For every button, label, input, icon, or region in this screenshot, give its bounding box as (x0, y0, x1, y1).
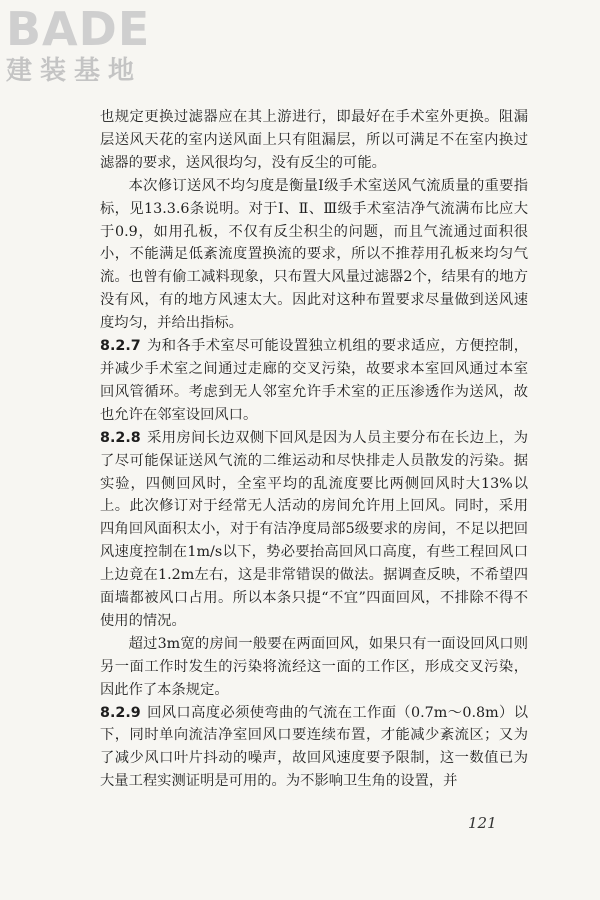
logo-subtitle: 建装基地 (6, 56, 143, 86)
section-8-2-9 (100, 702, 528, 794)
paragraph-width-note (100, 633, 528, 702)
paragraph-text: 回风口高度必须使弯曲的气流在工作面（0.7m～0.8m）以下，同时单向流洁净室回风口要连续布置，才能减少紊流区；又为了减少风口叶片抖动的噪声，故回风速度要予限制，这一数值已为大量工程实测证明是可用的。为不影响卫生角的设置，并 (100, 704, 528, 790)
paragraph-text: 采用房间长边双侧下回风是因为人员主要分布在长边上，为了尽可能保证送风气流的二维运动和尽快排走人员散发的污染。据实验，四侧回风时，全室平均的乱流度要比两侧回风时大13%以上。此次修订对于经常无人活动的房间允许用上回风。同时，采用四角回风面积太小，对于有洁净度局部5级要求的房间，不足以把回风速度控制在1m/s以下，势必要抬高回风口高度，有些工程回风口上边竟在1.2m左右，这是非常错误的做法。据调查反映，不希望四面墙都被风口占用。所以本条只提“不宜”四面回风，不排除不得不使用的情况。 (100, 429, 528, 629)
section-8-2-8 (100, 427, 528, 633)
logo-brand-text: BADE (6, 2, 151, 56)
section-number: 8.2.8 (100, 429, 141, 446)
section-number: 8.2.7 (100, 338, 141, 355)
brand-logo (6, 4, 181, 86)
page-number: 121 (468, 814, 497, 832)
page-body (100, 106, 528, 793)
paragraph-text: 为和各手术室尽可能设置独立机组的要求适应，方便控制，并减少手术室之间通过走廊的交叉污染，故要求本室回风通过本室回风管循环。考虑到无人邻室允许手术室的正压渗透作为送风，故也允许在邻室设回风口。 (100, 338, 528, 423)
paragraph-text: 本次修订送风不均匀度是衡量Ⅰ级手术室送风气流质量的重要指标，见13.3.6条说明。对于Ⅰ、Ⅱ、Ⅲ级手术室洁净气流满布比应大于0.9，如用孔板，不仅有反尘积尘的问题，而且气流通过面积很小，不能满足低紊流度置换流的要求，所以不推荐用孔板来均匀气流。也曾有偷工减料现象，只布置大风量过滤器2个，结果有的地方没有风，有的地方风速太大。因此对这种布置要求尽量做到送风速度均匀，并给出指标。 (100, 177, 528, 332)
section-number: 8.2.9 (100, 704, 141, 721)
paragraph-text: 也规定更换过滤器应在其上游进行，即最好在手术室外更换。阻漏层送风天花的室内送风面上只有阻漏层，所以可满足不在室内换过滤器的要求，送风很均匀，没有反尘的可能。 (100, 109, 528, 171)
paragraph-continued (100, 106, 528, 175)
section-8-2-7 (100, 335, 528, 427)
paragraph-text: 超过3m宽的房间一般要在两面回风，如果只有一面设回风口则另一面工作时发生的污染将流经这一面的工作区，形成交叉污染，因此作了本条规定。 (100, 635, 528, 698)
paragraph-revision-note (100, 175, 528, 335)
